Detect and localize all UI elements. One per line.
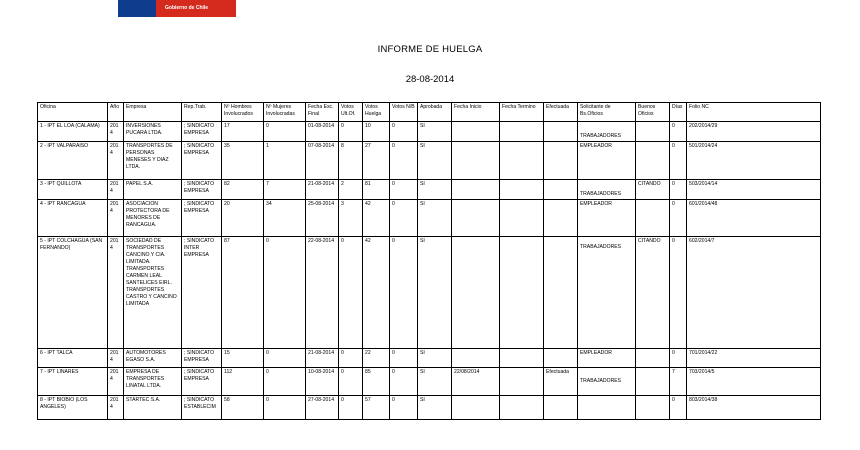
cell-fecha-termino — [500, 237, 544, 349]
cell-votos-nb: 0 — [390, 122, 418, 142]
cell-folio: 703/2014/5 — [687, 368, 821, 396]
cell-buenos-oficios — [636, 142, 670, 180]
cell-fecha-termino — [500, 396, 544, 420]
cell-fecha-exc: 21-08-2014 — [306, 349, 339, 368]
cell-hombres: 35 — [222, 142, 264, 180]
cell-fecha-exc: 25-08-2014 — [306, 200, 339, 237]
cell-votos-huelga: 27 — [363, 142, 390, 180]
cell-dias: 0 — [670, 396, 687, 420]
cell-votos-nb: 0 — [390, 237, 418, 349]
cell-aprobada: SI — [418, 368, 452, 396]
col-header: Efectuada — [544, 103, 578, 122]
cell-mujeres: 0 — [264, 368, 306, 396]
cell-efectuada: Efectuada — [544, 368, 578, 396]
cell-efectuada — [544, 180, 578, 200]
cell-votos-huelga: 81 — [363, 180, 390, 200]
col-header: Oficina — [38, 103, 108, 122]
cell-mujeres: 0 — [264, 122, 306, 142]
cell-folio: 503/2014/14 — [687, 180, 821, 200]
col-header: Fecha Exc. Final — [306, 103, 339, 122]
cell-hombres: 82 — [222, 180, 264, 200]
report-date: 28-08-2014 — [405, 74, 455, 85]
cell-votos-nb: 0 — [390, 200, 418, 237]
col-header: Fecha Inicio — [452, 103, 500, 122]
cell-fecha-termino — [500, 122, 544, 142]
cell-efectuada — [544, 396, 578, 420]
cell-solicitante: TRABAJADORES — [578, 122, 636, 142]
cell-empresa: EMPRESA DE TRANSPORTES LINATAL LTDA. — [124, 368, 182, 396]
cell-fecha-termino — [500, 368, 544, 396]
cell-votos-nb: 0 — [390, 142, 418, 180]
cell-votos-nb: 0 — [390, 180, 418, 200]
cell-oficina: 3 - IPT QUILLOTA — [38, 180, 108, 200]
cell-fecha-exc: 27-08-2014 — [306, 396, 339, 420]
cell-fecha-inicio — [452, 396, 500, 420]
cell-buenos-oficios — [636, 368, 670, 396]
cell-oficina: 8 - IPT BIOBIO (LOS ANGELES) — [38, 396, 108, 420]
cell-aprobada: SI — [418, 237, 452, 349]
cell-votos-ult: 0 — [339, 368, 363, 396]
cell-rep-trab: ; SINDICATO EMPRESA — [182, 349, 222, 368]
cell-aprobada: SI — [418, 122, 452, 142]
cell-fecha-termino — [500, 142, 544, 180]
cell-solicitante: EMPLEADOR — [578, 200, 636, 237]
report-title: INFORME DE HUELGA — [377, 44, 483, 55]
cell-anio: 2014 — [108, 349, 124, 368]
col-header: Votos Huelga — [363, 103, 390, 122]
cell-buenos-oficios — [636, 200, 670, 237]
cell-solicitante: EMPLEADOR — [578, 142, 636, 180]
cell-votos-ult: 0 — [339, 396, 363, 420]
cell-anio: 2014 — [108, 142, 124, 180]
cell-empresa: PAPEL S.A. — [124, 180, 182, 200]
cell-empresa: INVERSIONES PUCARA LTDA. — [124, 122, 182, 142]
cell-aprobada: SI — [418, 396, 452, 420]
cell-votos-nb: 0 — [390, 349, 418, 368]
cell-dias: 0 — [670, 349, 687, 368]
col-header: Aprobada — [418, 103, 452, 122]
cell-mujeres: 0 — [264, 396, 306, 420]
cell-folio: 601/2014/48 — [687, 200, 821, 237]
col-header: Fecha Termino — [500, 103, 544, 122]
cell-fecha-inicio — [452, 349, 500, 368]
col-header: Buenos Oficios — [636, 103, 670, 122]
cell-empresa: TRANSPORTES DE PERSONAS MENESES Y DIAZ LTDA. — [124, 142, 182, 180]
cell-fecha-inicio — [452, 122, 500, 142]
cell-votos-huelga: 42 — [363, 237, 390, 349]
cell-fecha-exc: 01-08-2014 — [306, 122, 339, 142]
col-header: Nº Mujeres Involucradas — [264, 103, 306, 122]
cell-oficina: 1 - IPT EL LOA (CALAMA) — [38, 122, 108, 142]
cell-solicitante: EMPLEADOR — [578, 349, 636, 368]
cell-efectuada — [544, 349, 578, 368]
cell-hombres: 112 — [222, 368, 264, 396]
cell-efectuada — [544, 237, 578, 349]
cell-folio: 602/2014/7 — [687, 237, 821, 349]
cell-votos-nb: 0 — [390, 368, 418, 396]
table-row — [38, 122, 821, 142]
cell-hombres: 17 — [222, 122, 264, 142]
cell-votos-huelga: 42 — [363, 200, 390, 237]
cell-empresa: ASOCIACION PROTECTORA DE MENORES DE RANCAGUA. — [124, 200, 182, 237]
logo-label: Gobierno de Chile — [156, 0, 236, 17]
cell-fecha-termino — [500, 349, 544, 368]
cell-rep-trab: ; SINDICATO ESTABLECIM — [182, 396, 222, 420]
cell-aprobada: SI — [418, 200, 452, 237]
cell-folio: 202/2014/29 — [687, 122, 821, 142]
cell-hombres: 58 — [222, 396, 264, 420]
cell-anio: 2014 — [108, 396, 124, 420]
cell-fecha-inicio — [452, 142, 500, 180]
table-row — [38, 200, 821, 237]
cell-buenos-oficios: CITANDO — [636, 237, 670, 349]
cell-votos-nb: 0 — [390, 396, 418, 420]
cell-buenos-oficios — [636, 396, 670, 420]
cell-aprobada: SI — [418, 349, 452, 368]
strike-report-table — [37, 102, 821, 420]
cell-dias: 0 — [670, 237, 687, 349]
cell-votos-ult: 8 — [339, 142, 363, 180]
cell-solicitante-text: TRABAJADORES — [580, 244, 622, 250]
cell-mujeres: 0 — [264, 349, 306, 368]
col-header: Nº Hombres Involucrados — [222, 103, 264, 122]
cell-oficina: 2 - IPT VALPARAISO — [38, 142, 108, 180]
col-header: Empresa — [124, 103, 182, 122]
cell-fecha-exc: 07-08-2014 — [306, 142, 339, 180]
cell-anio: 2014 — [108, 200, 124, 237]
cell-hombres: 15 — [222, 349, 264, 368]
cell-anio: 2014 — [108, 368, 124, 396]
cell-rep-trab: ; SINDICATO INTER EMPRESA — [182, 237, 222, 349]
cell-oficina: 7 - IPT LINARES — [38, 368, 108, 396]
cell-votos-ult: 2 — [339, 180, 363, 200]
cell-hombres: 20 — [222, 200, 264, 237]
cell-votos-ult: 3 — [339, 200, 363, 237]
cell-votos-ult: 0 — [339, 349, 363, 368]
cell-dias: 7 — [670, 368, 687, 396]
cell-empresa: STARTEC S.A. — [124, 396, 182, 420]
cell-fecha-termino — [500, 200, 544, 237]
cell-efectuada — [544, 142, 578, 180]
cell-votos-ult: 0 — [339, 122, 363, 142]
cell-fecha-inicio — [452, 237, 500, 349]
cell-efectuada — [544, 122, 578, 142]
cell-mujeres: 7 — [264, 180, 306, 200]
col-header: Solicitante de Bs.Oficios — [578, 103, 636, 122]
cell-dias: 0 — [670, 200, 687, 237]
cell-rep-trab: ; SINDICATO EMPRESA — [182, 180, 222, 200]
cell-oficina: 5 - IPT COLCHAGUA (SAN FERNANDO) — [38, 237, 108, 349]
col-header: Votos Ult.Of. — [339, 103, 363, 122]
table-row — [38, 396, 821, 420]
cell-dias: 0 — [670, 122, 687, 142]
table-row — [38, 180, 821, 200]
cell-mujeres: 34 — [264, 200, 306, 237]
cell-rep-trab: ; SINDICATO EMPRESA — [182, 368, 222, 396]
cell-aprobada: SI — [418, 180, 452, 200]
cell-buenos-oficios: CITANDO — [636, 180, 670, 200]
cell-rep-trab: ; SINDICATO EMPRESA — [182, 200, 222, 237]
cell-mujeres: 0 — [264, 237, 306, 349]
cell-empresa: SOCIEDAD DE TRANSPORTES CANCINO Y CIA. LIMITADA. TRANSPORTES CARMEN LEAL SANTELICES EIRL. TRANSPORTES CASTRO Y CANCINO LIMITADA — [124, 237, 182, 349]
cell-fecha-exc: 21-08-2014 — [306, 180, 339, 200]
cell-anio: 2014 — [108, 237, 124, 349]
government-logo — [118, 0, 236, 17]
cell-folio: 803/2014/38 — [687, 396, 821, 420]
col-header: Votos N/B — [390, 103, 418, 122]
cell-fecha-exc: 22-08-2014 — [306, 237, 339, 349]
cell-anio: 2014 — [108, 180, 124, 200]
table-row — [38, 368, 821, 396]
cell-votos-huelga: 22 — [363, 349, 390, 368]
table-row — [38, 142, 821, 180]
logo-blue-block — [118, 0, 156, 17]
cell-fecha-termino — [500, 180, 544, 200]
cell-mujeres: 1 — [264, 142, 306, 180]
cell-fecha-inicio — [452, 200, 500, 237]
cell-fecha-exc: 10-08-2014 — [306, 368, 339, 396]
cell-buenos-oficios — [636, 122, 670, 142]
table-row — [38, 349, 821, 368]
cell-oficina: 4 - IPT RANCAGUA — [38, 200, 108, 237]
cell-fecha-inicio — [452, 180, 500, 200]
cell-solicitante — [578, 396, 636, 420]
cell-votos-huelga: 85 — [363, 368, 390, 396]
col-header: Folio NC — [687, 103, 821, 122]
cell-rep-trab: ; SINDICATO EMPRESA — [182, 142, 222, 180]
cell-solicitante: TRABAJADORES — [578, 180, 636, 200]
cell-fecha-inicio: 22/08/2014 — [452, 368, 500, 396]
cell-dias: 0 — [670, 142, 687, 180]
col-header: Año — [108, 103, 124, 122]
cell-votos-ult: 0 — [339, 237, 363, 349]
table-row — [38, 237, 821, 349]
col-header: Días — [670, 103, 687, 122]
cell-folio: 501/2014/24 — [687, 142, 821, 180]
cell-dias: 0 — [670, 180, 687, 200]
cell-empresa: AUTOMOTORES EGASO S.A. — [124, 349, 182, 368]
cell-folio: 701/2014/22 — [687, 349, 821, 368]
cell-buenos-oficios — [636, 349, 670, 368]
table-header-row — [38, 103, 821, 122]
cell-aprobada: SI — [418, 142, 452, 180]
cell-solicitante — [578, 237, 636, 349]
cell-efectuada — [544, 200, 578, 237]
cell-solicitante: TRABAJADORES — [578, 368, 636, 396]
cell-rep-trab: ; SINDICATO EMPRESA — [182, 122, 222, 142]
cell-hombres: 87 — [222, 237, 264, 349]
cell-oficina: 6 - IPT TALCA — [38, 349, 108, 368]
cell-anio: 2014 — [108, 122, 124, 142]
col-header: Rep.Trab. — [182, 103, 222, 122]
cell-votos-huelga: 10 — [363, 122, 390, 142]
cell-votos-huelga: 57 — [363, 396, 390, 420]
